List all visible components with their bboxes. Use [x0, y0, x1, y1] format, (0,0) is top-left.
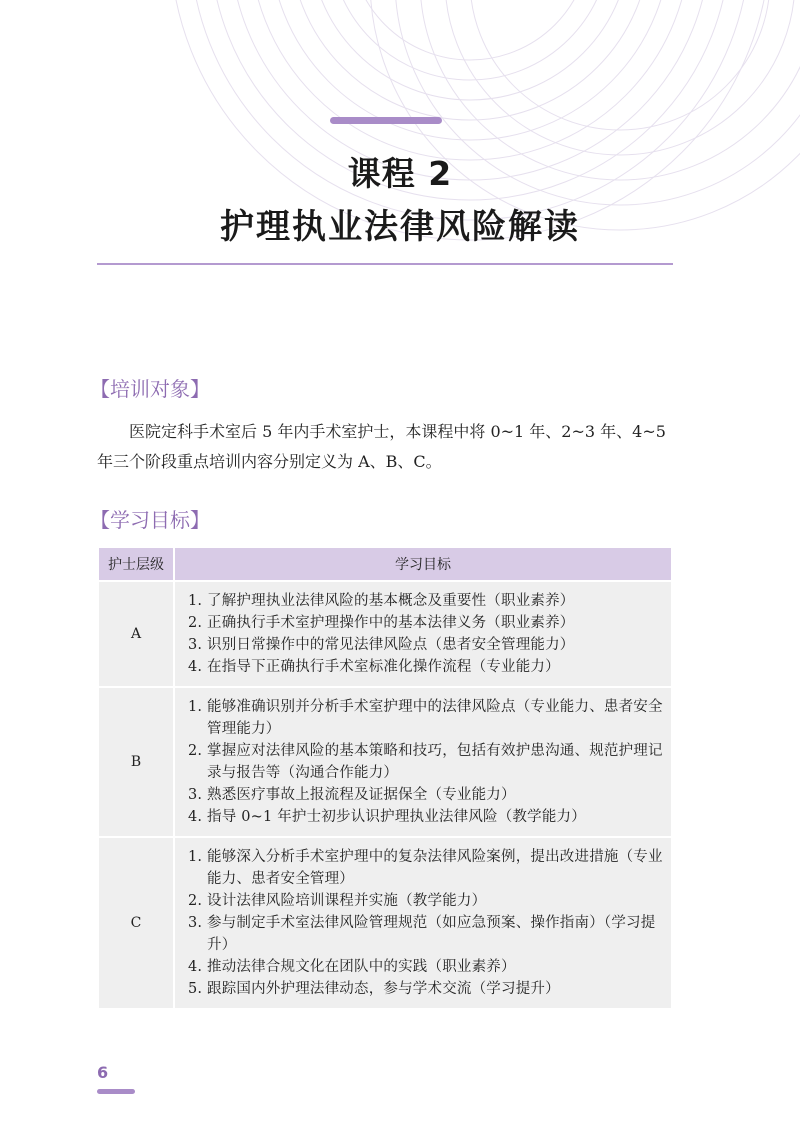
goal-item: 2. 掌握应对法律风险的基本策略和技巧，包括有效护患沟通、规范护理记录与报告等（沟通合作能力）: [207, 740, 663, 784]
course-number: 课程 2: [347, 154, 453, 193]
bracket-close: 】: [190, 508, 210, 532]
goal-item: 4. 推动法律合规文化在团队中的实践（职业素养）: [207, 956, 663, 978]
title-divider: [97, 263, 673, 265]
paragraph-line: 年三个阶段重点培训内容分别定义为 A、B、C。: [97, 452, 442, 471]
bracket-close: 】: [190, 377, 210, 401]
goals-cell: [175, 582, 671, 686]
level-cell: A: [99, 582, 173, 686]
goal-item: 2. 正确执行手术室护理操作中的基本法律义务（职业素养）: [207, 612, 663, 634]
learning-goals-table: [97, 546, 673, 1010]
goal-item: 4. 在指导下正确执行手术室标准化操作流程（专业能力）: [207, 656, 663, 678]
header-level: 护士层级: [99, 548, 173, 580]
goal-item: 4. 指导 0~1 年护士初步认识护理执业法律风险（教学能力）: [207, 806, 663, 828]
heading-text: 学习目标: [110, 508, 190, 532]
goal-item: 3. 熟悉医疗事故上报流程及证据保全（专业能力）: [207, 784, 663, 806]
goal-item: 5. 跟踪国内外护理法律动态，参与学术交流（学习提升）: [207, 978, 663, 1000]
table-row-a: [99, 582, 671, 686]
section-heading-learning-goals: [90, 504, 210, 533]
goal-item: 3. 参与制定手术室法律风险管理规范（如应急预案、操作指南）（学习提升）: [207, 912, 663, 956]
goal-item: 2. 设计法律风险培训课程并实施（教学能力）: [207, 890, 663, 912]
table-header-row: [99, 548, 671, 580]
level-cell: B: [99, 688, 173, 836]
bracket-open: 【: [90, 508, 110, 532]
table-row-b: [99, 688, 671, 836]
goal-item: 3. 识别日常操作中的常见法律风险点（患者安全管理能力）: [207, 634, 663, 656]
goals-cell: [175, 688, 671, 836]
heading-text: 培训对象: [110, 377, 190, 401]
page-number: 6: [97, 1063, 109, 1082]
section-heading-training-target: [90, 373, 210, 402]
title-accent-bar: [330, 117, 442, 124]
page-number-accent-bar: [97, 1089, 135, 1094]
bracket-open: 【: [90, 377, 110, 401]
goal-item: 1. 能够深入分析手术室护理中的复杂法律风险案例，提出改进措施（专业能力、患者安全管理）: [207, 846, 663, 890]
paragraph-line: 医院定科手术室后 5 年内手术室护士，本课程中将 0~1 年、2~3 年、4~5: [129, 422, 666, 441]
level-cell: C: [99, 838, 173, 1008]
training-target-paragraph: [97, 417, 677, 477]
goal-item: 1. 能够准确识别并分析手术室护理中的法律风险点（专业能力、患者安全管理能力）: [207, 696, 663, 740]
table-row-c: [99, 838, 671, 1008]
goals-cell: [175, 838, 671, 1008]
goal-item: 1. 了解护理执业法律风险的基本概念及重要性（职业素养）: [207, 590, 663, 612]
header-goals: 学习目标: [175, 548, 671, 580]
course-title: 护理执业法律风险解读: [220, 207, 580, 247]
